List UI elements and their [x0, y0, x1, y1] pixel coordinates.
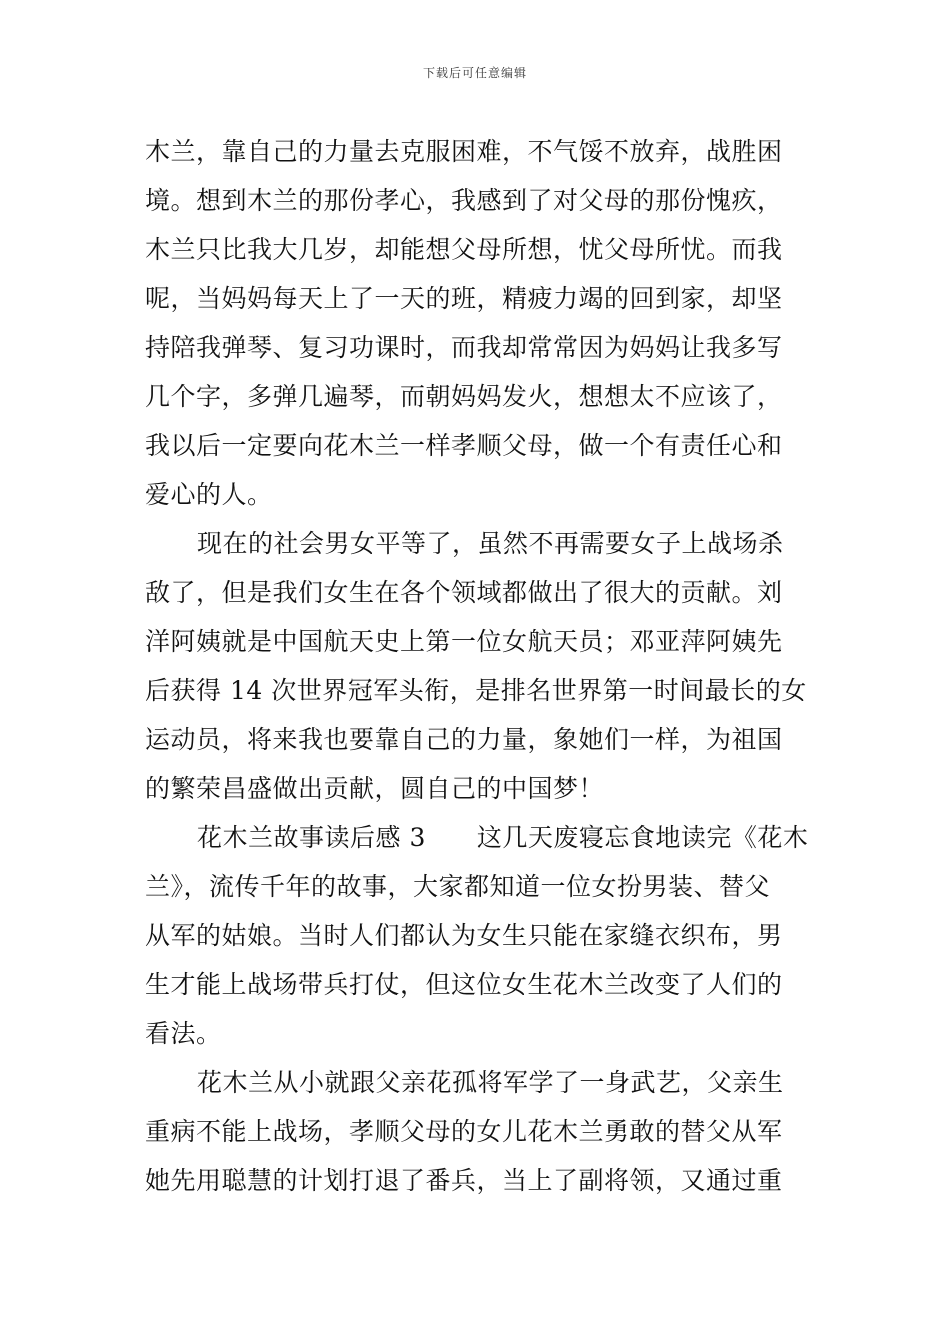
text-line: 木兰，靠自己的力量去克服困难，不气馁不放弃，战胜困 [145, 137, 783, 166]
text-line: 几个字，多弹几遍琴，而朝妈妈发火，想想太不应该了， [145, 382, 783, 411]
text-line: 境。想到木兰的那份孝心，我感到了对父母的那份愧疚， [145, 186, 783, 215]
text-line: 兰》，流传千年的故事，大家都知道一位女扮男装、替父 [145, 872, 771, 901]
page-header: 下载后可任意编辑 [422, 66, 527, 80]
text-line: 呢，当妈妈每天上了一天的班，精疲力竭的回到家，却坚 [145, 284, 783, 313]
text-line: 爱心的人。 [145, 480, 273, 509]
text-line: 木兰只比我大几岁，却能想父母所想，忧父母所忧。而我 [145, 235, 783, 264]
text-line: 我以后一定要向花木兰一样孝顺父母，做一个有责任心和 [145, 431, 783, 460]
text-line: 从军的姑娘。当时人们都认为女生只能在家缝衣织布，男 [145, 921, 783, 950]
text-line: 她先用聪慧的计划打退了番兵，当上了副将领，又通过重 [145, 1166, 783, 1195]
text-line: 花木兰故事读后感 3 这几天废寝忘食地读完《花木 [197, 823, 809, 852]
text-line: 洋阿姨就是中国航天史上第一位女航天员；邓亚萍阿姨先 [145, 627, 783, 656]
text-line: 运动员，将来我也要靠自己的力量，象她们一样，为祖国 [145, 725, 783, 754]
text-line: 重病不能上战场，孝顺父母的女儿花木兰勇敢的替父从军 [145, 1117, 783, 1146]
text-line: 的繁荣昌盛做出贡献，圆自己的中国梦！ [145, 774, 605, 803]
text-line: 持陪我弹琴、复习功课时，而我却常常因为妈妈让我多写 [145, 333, 783, 362]
text-line: 生才能上战场带兵打仗，但这位女生花木兰改变了人们的 [145, 970, 783, 999]
text-line: 看法。 [145, 1019, 222, 1048]
text-line: 敌了，但是我们女生在各个领域都做出了很大的贡献。刘 [145, 578, 783, 607]
document-body [145, 127, 809, 1205]
text-line: 后获得 14 次世界冠军头衔，是排名世界第一时间最长的女 [145, 676, 807, 705]
text-line: 花木兰从小就跟父亲花孤将军学了一身武艺，父亲生 [197, 1068, 784, 1097]
text-line: 现在的社会男女平等了，虽然不再需要女子上战场杀 [197, 529, 784, 558]
